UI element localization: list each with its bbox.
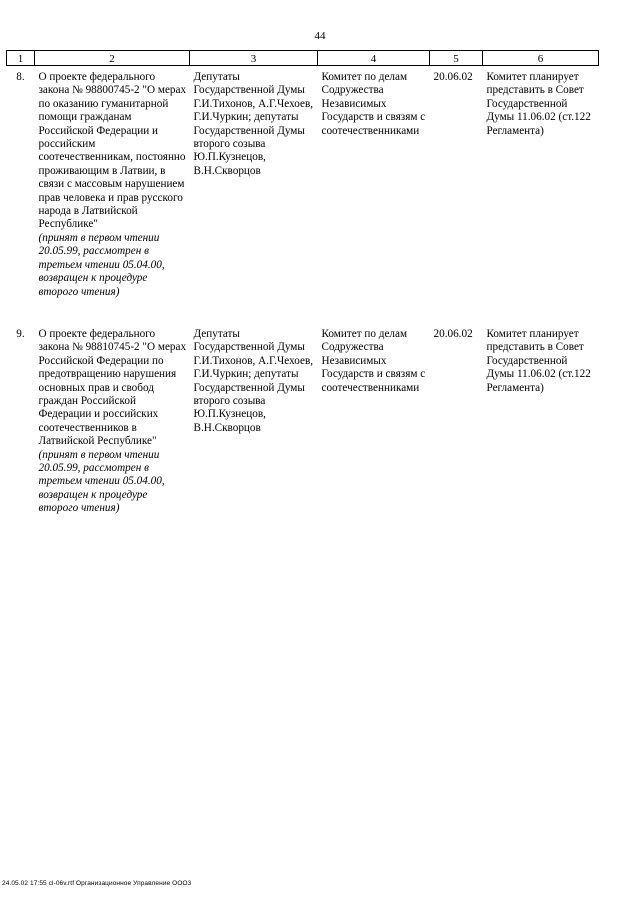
date-cell bbox=[430, 323, 483, 516]
committee-cell bbox=[318, 323, 430, 516]
bill-status-note: (принят в первом чтении 20.05.99, рассмотрен в третьем чтении 05.04.00, возвращен к процедуре второго чтения) bbox=[38, 448, 165, 515]
date-cell bbox=[430, 66, 483, 323]
authors-cell bbox=[190, 66, 318, 323]
committee-decision: Комитет планирует представить в Совет Государственной Думы 11.06.02 (ст.122 Регламента) bbox=[486, 71, 591, 137]
table-header-row bbox=[7, 51, 599, 66]
responsible-committee: Комитет по делам Содружества Независимых Государств и связям с соотечественниками bbox=[321, 71, 426, 137]
column-header: 2 bbox=[35, 51, 190, 66]
row-number: 9. bbox=[16, 327, 25, 340]
row-number: 8. bbox=[16, 71, 25, 83]
bill-title: О проекте федерального закона № 98800745-2 "О мерах по оказанию гуманитарной помощи гражданам Российской Федерации и российским соотечественникам, постоянно проживающим в Латвии, в связи с массовым нарушением прав человека и прав русского народа в Латвийской Республике" bbox=[38, 71, 187, 231]
bill-authors: Депутаты Государственной Думы Г.И.Тихонов, А.Г.Чехоев, Г.И.Чуркин; депутаты Государственной Думы второго созыва Ю.П.Кузнецов, В.Н.Скворцов bbox=[193, 71, 314, 177]
column-header: 4 bbox=[318, 51, 430, 66]
responsible-committee: Комитет по делам Содружества Независимых Государств и связям с соотечественниками bbox=[321, 327, 426, 394]
review-date: 20.06.02 bbox=[433, 71, 473, 83]
bill-status-note: (принят в первом чтении 20.05.99, рассмотрен в третьем чтении 05.04.00, возвращен к процедуре второго чтения) bbox=[38, 231, 165, 298]
committee-cell bbox=[318, 66, 430, 323]
document-table bbox=[6, 50, 599, 516]
page-number: 44 bbox=[314, 30, 326, 42]
bill-title: О проекте федерального закона № 98810745-2 "О мерах Российской Федерации по предотвращению нарушения основных прав и свобод граждан Российской Федерации и российских соотечественников в Латвийской Республике" bbox=[38, 327, 187, 448]
authors-cell bbox=[190, 323, 318, 516]
table-row bbox=[7, 323, 599, 516]
document-footer: 24.05.02 17:55 cl-06v.rtf Организационное Управление ООО3 bbox=[2, 880, 192, 887]
bill-authors: Депутаты Государственной Думы Г.И.Тихонов, А.Г.Чехоев, Г.И.Чуркин; депутаты Государственной Думы второго созыва Ю.П.Кузнецов, В.Н.Скворцов bbox=[193, 327, 314, 434]
review-date: 20.06.02 bbox=[433, 327, 473, 340]
column-header: 5 bbox=[430, 51, 483, 66]
bill-cell bbox=[35, 66, 190, 323]
bill-cell bbox=[35, 323, 190, 516]
committee-decision: Комитет планирует представить в Совет Государственной Думы 11.06.02 (ст.122 Регламента) bbox=[486, 327, 591, 394]
column-header: 1 bbox=[7, 51, 35, 66]
column-header: 6 bbox=[483, 51, 599, 66]
decision-cell bbox=[483, 323, 599, 516]
table-row bbox=[7, 66, 599, 323]
decision-cell bbox=[483, 66, 599, 323]
column-header: 3 bbox=[190, 51, 318, 66]
